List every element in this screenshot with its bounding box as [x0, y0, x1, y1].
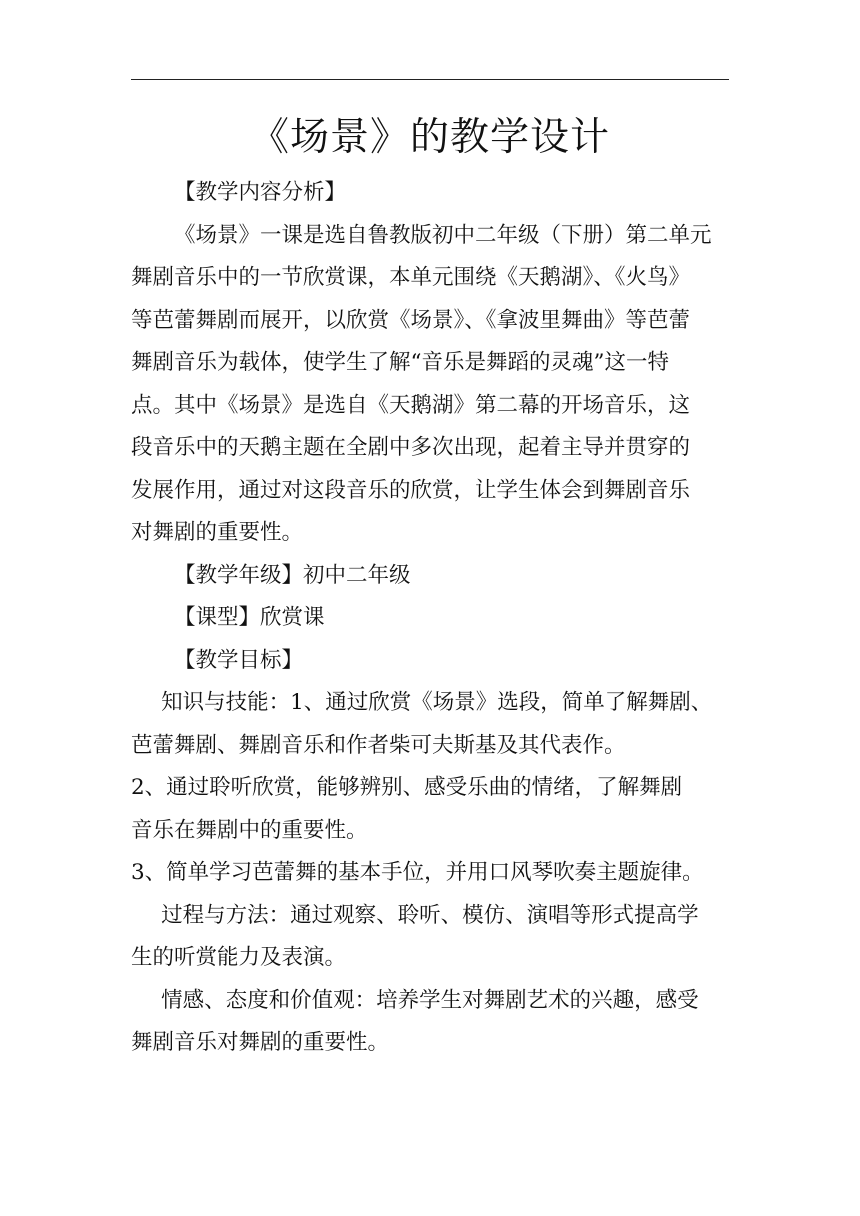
content-analysis-heading: 【教学内容分析】 — [174, 180, 347, 205]
goal-item-3 — [131, 852, 731, 895]
paragraph-line: 过程与方法：通过观察、聆听、模仿、演唱等形式提高学 — [161, 902, 699, 928]
paragraph-line: 芭蕾舞剧、舞剧音乐和作者柴可夫斯基及其代表作。 — [131, 732, 626, 758]
paragraph-line: 生的听赏能力及表演。 — [131, 945, 347, 970]
knowledge-skills-paragraph — [131, 682, 731, 767]
paragraph-line: 舞剧音乐为载体，使学生了解“音乐是舞蹈的灵魂”这一特 — [131, 350, 669, 375]
process-methods-paragraph — [131, 895, 731, 980]
goal-item-2 — [131, 767, 731, 852]
paragraph-line: 舞剧音乐对舞剧的重要性。 — [131, 1030, 390, 1055]
header-rule — [131, 79, 729, 80]
paragraph-line: 情感、态度和价值观：培养学生对舞剧艺术的兴趣，感受 — [161, 987, 699, 1013]
document-body — [131, 172, 731, 1065]
goals-heading: 【教学目标】 — [174, 647, 304, 673]
paragraph-line: 等芭蕾舞剧而展开，以欣赏《场景》、《拿波里舞曲》等芭蕾 — [131, 307, 691, 333]
paragraph-line: 舞剧音乐中的一节欣赏课，本单元围绕《天鹅湖》、《火鸟》 — [131, 265, 691, 290]
paragraph-line: 段音乐中的天鹅主题在全剧中多次出现，起着主导并贯穿的 — [131, 435, 691, 460]
grade-line: 【教学年级】初中二年级 — [174, 562, 411, 588]
lesson-type-line: 【课型】欣赏课 — [174, 605, 325, 630]
paragraph-line: 发展作用，通过对这段音乐的欣赏，让学生体会到舞剧音乐 — [131, 477, 691, 503]
emotion-values-paragraph — [131, 980, 731, 1065]
paragraph-line: 知识与技能：1、通过欣赏《场景》选段，简单了解舞剧、 — [161, 690, 713, 715]
paragraph-line: 2、通过聆听欣赏，能够辨别、感受乐曲的情绪，了解舞剧 — [131, 775, 683, 800]
paragraph-line: 对舞剧的重要性。 — [131, 520, 304, 545]
paragraph-line: 音乐在舞剧中的重要性。 — [131, 817, 368, 843]
document-title: 《场景》的教学设计 — [249, 115, 610, 160]
paragraph-line: 3、简单学习芭蕾舞的基本手位，并用口风琴吹奏主题旋律。 — [131, 860, 704, 885]
content-analysis-paragraph — [131, 215, 731, 555]
paragraph-line: 《场景》一课是选自鲁教版初中二年级（下册）第二单元 — [174, 222, 712, 248]
paragraph-line: 点。其中《场景》是选自《天鹅湖》第二幕的开场音乐，这 — [131, 392, 691, 418]
